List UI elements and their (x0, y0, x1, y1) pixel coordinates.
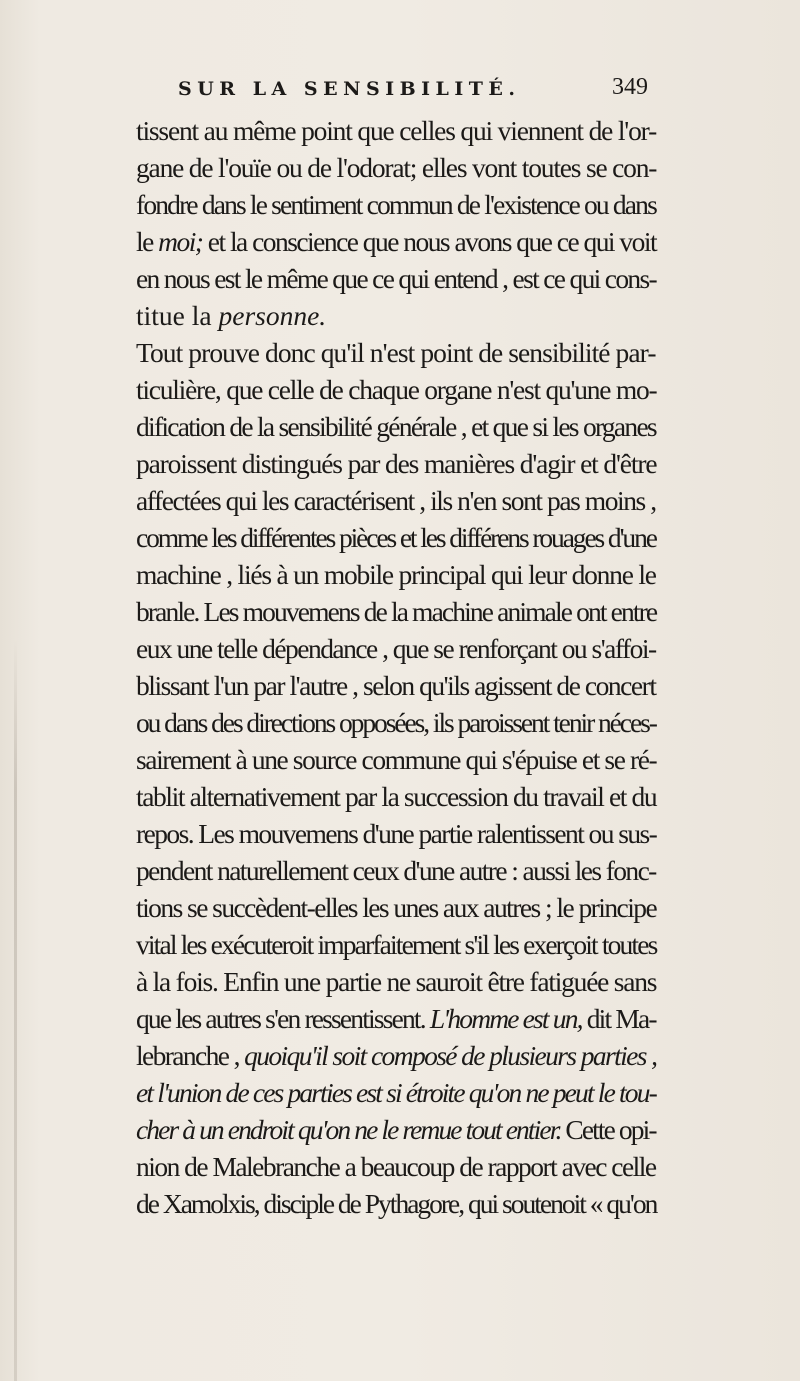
text-segment: pendent naturellement ceux d'une autre : aussi les fonc- (136, 855, 656, 886)
text-segment: dification de la sensibilité générale , et que si les organes (136, 411, 656, 442)
text-segment: Tout prouve donc qu'il n'est point de sensibilité par- (136, 337, 656, 368)
text-line (136, 519, 656, 556)
text-line (136, 112, 656, 149)
italic-text-segment: et l'union de ces parties est si étroite qu'on ne peut le tou- (136, 1077, 656, 1108)
text-segment: nion de Malebranche a beaucoup de rapport avec celle (136, 1151, 656, 1182)
text-segment: repos. Les mouvemens d'une partie ralentissent ou sus- (136, 818, 657, 849)
text-line (136, 482, 656, 519)
text-segment: branle. Les mouvemens de la machine animale ont entre (136, 596, 657, 627)
text-segment: en nous est le même que ce qui entend , est ce qui cons- (136, 263, 656, 294)
text-segment: Cette opi- (560, 1114, 656, 1145)
text-segment: lebranche , (136, 1040, 245, 1071)
text-segment: sairement à une source commune qui s'épuise et se ré- (136, 744, 657, 775)
text-segment: fondre dans le sentiment commun de l'existence ou dans (136, 189, 656, 220)
text-line (136, 1148, 656, 1185)
text-segment: gane de l'ouïe ou de l'odorat; elles vont toutes se con- (136, 152, 657, 183)
text-line (136, 667, 656, 704)
text-line (136, 260, 656, 297)
text-segment: machine , liés à un mobile principal qui leur donne le (136, 559, 656, 590)
text-line (136, 334, 656, 371)
text-segment: titue la (136, 300, 219, 331)
text-line (136, 630, 656, 667)
italic-text-segment: L'homme est un, (429, 1003, 582, 1034)
text-segment: dit Ma- (581, 1003, 656, 1034)
running-title: SUR LA SENSIBILITÉ. (178, 78, 521, 100)
text-line (136, 704, 656, 741)
text-line (136, 926, 656, 963)
text-line (136, 149, 656, 186)
text-segment: de Xamolxis, disciple de Pythagore, qui soutenoit « qu'on (136, 1188, 657, 1219)
text-segment: ticulière, que celle de chaque organe n'est qu'une mo- (136, 374, 657, 405)
text-line (136, 1111, 656, 1148)
text-segment: comme les différentes pièces et les différens rouages d'une (136, 522, 656, 553)
page-edge-shadow (14, 640, 17, 1381)
text-line (136, 1037, 656, 1074)
text-line (136, 963, 656, 1000)
text-line (136, 1074, 656, 1111)
italic-text-segment: quoiqu'il soit composé de plusieurs parties , (244, 1040, 657, 1071)
text-segment: eux une telle dépendance , que se renforçant ou s'affoi- (136, 633, 656, 664)
text-line (136, 1000, 656, 1037)
text-segment: paroissent distingués par des manières d'agir et d'être (136, 448, 657, 479)
text-segment: blissant l'un par l'autre , selon qu'ils agissent de concert (136, 670, 656, 701)
text-line (136, 297, 656, 334)
text-line (136, 815, 656, 852)
text-segment: le (136, 226, 159, 257)
text-segment: et la conscience que nous avons que ce qui voit (202, 226, 657, 257)
text-line (136, 889, 656, 926)
italic-text-segment: personne. (218, 300, 327, 331)
running-header (178, 72, 648, 106)
text-line (136, 1185, 656, 1222)
italic-text-segment: cher à un endroit qu'on ne le remue tout entier. (136, 1114, 561, 1145)
text-segment: tions se succèdent-elles les unes aux autres ; le principe (136, 892, 657, 923)
text-line (136, 371, 656, 408)
text-line (136, 408, 656, 445)
text-segment: tissent au même point que celles qui viennent de l'or- (136, 115, 657, 146)
text-segment: affectées qui les caractérisent , ils n'en sont pas moins , (136, 485, 656, 516)
italic-text-segment: moi; (158, 226, 203, 257)
text-line (136, 852, 656, 889)
text-line (136, 741, 656, 778)
text-segment: ou dans des directions opposées, ils paroissent tenir néces- (136, 707, 656, 738)
text-segment: vital les exécuteroit imparfaitement s'il les exerçoit toutes (136, 929, 657, 960)
text-segment: tablit alternativement par la succession du travail et du (136, 781, 657, 812)
text-line (136, 223, 656, 260)
text-line (136, 445, 656, 482)
page-number: 349 (612, 74, 648, 100)
text-line (136, 593, 656, 630)
text-line (136, 186, 656, 223)
text-segment: à la fois. Enfin une partie ne sauroit être fatiguée sans (136, 966, 657, 997)
text-line (136, 778, 656, 815)
body-text (136, 112, 656, 1222)
text-line (136, 556, 656, 593)
text-segment: que les autres s'en ressentissent. (136, 1003, 430, 1034)
